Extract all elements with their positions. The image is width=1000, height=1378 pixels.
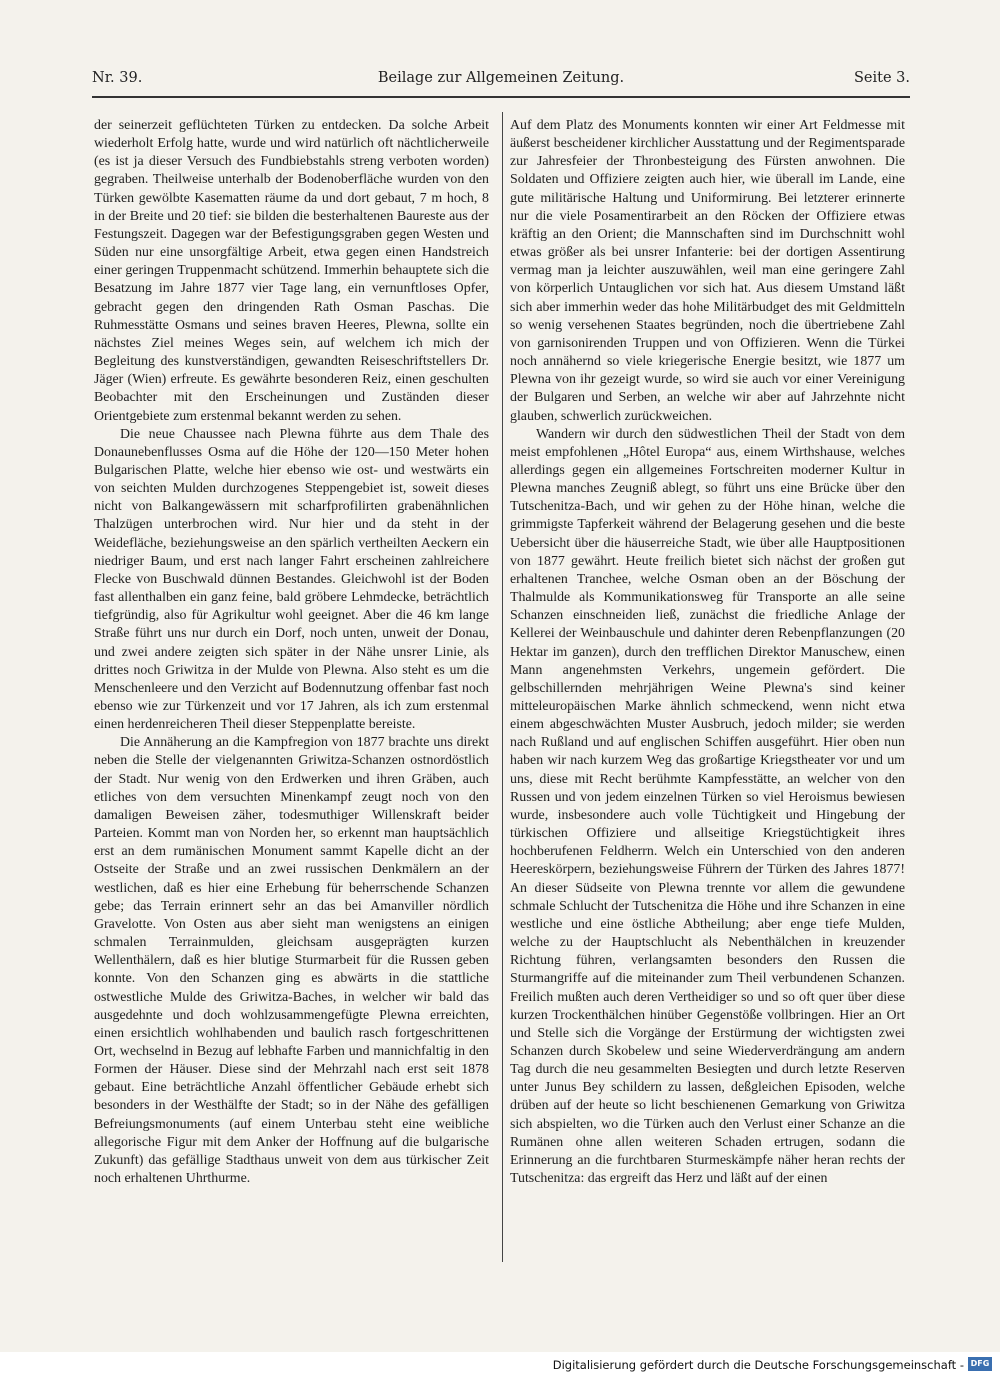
paragraph: der seinerzeit geflüchteten Türken zu entdecken. Da solche Arbeit wiederholt Erfolg hatte, wurde und wird natürlich oft nächtlicherweile (es ist ja dieser Versuch des Fundbiebstahls streng verboten worden) gegraben. Theilweise unterhalb der Bodenoberfläche wurden von den Türken gewölbte Kasematten räume da und dort gebaut, 7 m hoch, 8 in der Breite und 20 tief: sie bilden die besterhaltenen Baureste aus der Festungszeit. Dagegen war der Befestigungsgraben gegen Westen und Süden nur eine unsorgfältige Arbeit, etwa gegen einen Handstreich einer geringen Truppenmacht schützend. Immerhin behauptete sich die Besatzung im Jahre 1877 vier Tage lang, ein vernunftloses Opfer, gebracht gegen den dringenden Rath Osman Paschas. Die Ruhmesstätte Osmans und seines braven Heeres, Plewna, sollte ein nächstes Ziel meines Weges sein, auf welchem ich mich der Begleitung des kunstverständigen, gewandten Reiseschriftstellers Dr. Jäger (Wien) erfreute. Es gewährte besonderen Reiz, einen geschulten Beobachter mit den Erscheinungen und Zuständen dieser Orientgebiete zum erstenmal bekannt werden zu sehen. [94, 118, 489, 424]
issue-number: Nr. 39. [92, 70, 143, 86]
page-number: Seite 3. [853, 70, 910, 86]
left-column [94, 117, 489, 1267]
paragraph: Die Annäherung an die Kampfregion von 1877 brachte uns direkt neben die Stelle der vielgenannten Griwitza-Schanzen ostnordöstlich der Stadt. Nur wenig von den Erdwerken und ihren Gräben, auch etliches von dem versuchten Minenkampf zeugt noch von den damaligen Beweisen zäher, todesmuthiger Willenskraft beider Parteien. Kommt man von Norden her, so erkennt man hauptsächlich erst an dem rumänischen Monument sammt Kapelle dicht an der Ostseite der Straße und an zwei russischen Denkmälern an der westlichen, daß es hier eine Erhebung für beherrschende Schanzen gebe; das Terrain erinnert sehr an das bei Amanviller nördlich Gravelotte. Von Osten aus aber sieht man wenigstens an einigen schmalen Terrainmulden, gleichsam ausgeprägten kurzen Wellenthälern, daß es hier blutige Sturmarbeit für die Russen geben konnte. Von den Schanzen ging es abwärts in die stattliche ostwestliche Mulde des Griwitza-Baches, in welcher wir bald das ausgedehnte und doch wohlzusammengefügte Plewna erreichten, einen ersichtlich wohlhabenden und baulich rasch fortgeschrittenen Ort, wechselnd in Bezug auf lebhafte Farben und mannichfaltig in den Formen der Häuser. Diese sind der Mehrzahl nach erst seit 1878 gebaut. Eine beträchtliche Anzahl öffentlicher Gebäude erhebt sich besonders in der Westhälfte der Stadt; so in der Nähe des gefälligen Befreiungsmonuments (auf einem Unterbau steht eine weibliche allegorische Figur mit dem Anker der Hoffnung auf die bulgarische Zukunft) das gefällige Stadthaus unweit von dem aus türkischer Zeit noch erhaltenen Uhrthurme. [94, 735, 489, 1187]
page-header [92, 70, 910, 94]
paragraph: Wandern wir durch den südwestlichen Theil der Stadt von dem meist empfohlenen „Hôtel Europa“ aus, einem Wirthshause, welches allerdings gegen ein allgemeines Fortschreiten moderner Kultur in Plewna manches Zeugniß ablegt, so führt uns eine Brücke über den Tutschenitza-Bach, und wir gehen zu der Höhe hinan, welche die grimmigste Tapferkeit während der Belagerung gesehen und die beste Uebersicht über die häuserreiche Stadt, wie über alle Hauptpositionen von 1877 gewährt. Heute freilich bietet sich nächst der großen gut erhaltenen Tranchee, welche Osman oben an der Böschung der Thalmulde als Kommunikationsweg für Transporte an alle seine Schanzen einschneiden ließ, zunächst die friedliche Anlage der Kellerei der Weinbauschule und dahinter deren Rebenpflanzungen (20 Hektar im ganzen), durch den trefflichen Direktor Manuschew, einen Mann angenehmsten Verkehrs, ungemein gefördert. Die gelbschillernden mehrjährigen Weine Plewna's sind keiner mitteleuropäischen Marke ähnlich schmeckend, wenn nicht etwa einem abgeschwächten Muster Ausbruch, jedoch milder; sie werden nach Rußland und auf englischen Schiffen ausgeführt. Hier oben nun haben wir nach kurzem Weg das großartige Kriegstheater vor und um uns, diese mit Recht berühmte Kampfesstätte, an welcher von den Russen und von jedem einzelnen Türken so viel Heroismus bewiesen wurde, insbesondere auch volle Tüchtigkeit und Hingebung der türkischen Offiziere und allseitige Kriegstüchtigkeit ihres hochberufenen Feldherrn. Welch ein Unterschied von den anderen Heereskörpern, beziehungsweise Führern der Türken des Jahres 1877! An dieser Südseite von Plewna trennte vor allem die gewundene schmale Schlucht der Tutschenitza die Höhe und ihre Schanzen in eine westliche und eine östliche Abtheilung; aber enge tiefe Mulden, welche zu der Hauptschlucht als Nebenthälchen in kreuzender Richtung führen, verlangsamten besonders den Russen die Sturmangriffe auf die miteinander zum Theil verbundenen Schanzen. Freilich mußten auch deren Vertheidiger so und so oft quer über diese kurzen Trockenthälchen hinüber Gegenstöße vollbringen. Hier an Ort und Stelle sich die Vorgänge der Erstürmung der wichtigsten zwei Schanzen durch Skobelew und seine Wiederverdrängung am andern Tag durch die neu gesammelten Besiegten und durch letzte Reserven unter Junus Bey schildern zu lassen, deßgleichen Episoden, welche drüben auf der heute so licht beschienenen Gemarkung von Griwitza sich abspielten, wo die Türken auch den Verlust einer Schanze an die Rumänen ohne allen weiteren Schaden ertrugen, sodann die Erinnerung an die furchtbaren Sturmeskämpfe näher heran rechts der Tutschenitza: das ergreift das Herz und läßt auf der einen [510, 426, 905, 1187]
column-divider [502, 112, 503, 1262]
dfg-logo: DFG [968, 1357, 992, 1371]
header-rule [92, 96, 910, 98]
supplement-title: Beilage zur Allgemeinen Zeitung. [377, 70, 625, 86]
paragraph: Auf dem Platz des Monuments konnten wir einer Art Feldmesse mit äußerst bescheidener kirchlicher Ausstattung und der Regimentsparade zur Jahresfeier der Thronbesteigung des Fürsten anwohnen. Die Soldaten und Offiziere zeigten auch hier, wie überall im Lande, eine gute militärische Haltung und Uniformirung. Bei letzterer erinnerte nur die viele Posamentirarbeit an den Röcken der Offiziere etwas kräftig an den Orient; die Mannschaften sind im Durchschnitt wohl etwas größer als bei unsrer Infanterie: bei der dortigen Assentirung vermag man ja leichter auszuwählen, weil man eine geringere Zahl von körperlich Untauglichen vor sich hat. Aus diesem Umstand läßt sich aber immerhin weder das hohe Militärbudget des mit Geldmitteln so wenig versehenen Staates begründen, noch die übertriebene Zahl von garnisonirenden Truppen und von Offizieren. Wenn die Türkei noch annähernd so viele kriegerische Energie besitzt, wie 1877 um Plewna von ihr gezeigt wurde, so wird sie auch vor einer Vereinigung der Bulgaren und Serben, an welche wir aber auf Jahrzehnte nicht glauben, schwerlich zurückweichen. [510, 118, 905, 424]
right-column [510, 117, 905, 1267]
paragraph: Die neue Chaussee nach Plewna führte aus dem Thale des Donaunebenflusses Osma auf die Höhe der 120—150 Meter hohen Bulgarischen Platte, welche hier ebenso wie ost- und westwärts ein von seichten Mulden durchzogenes Steppengebiet ist, soweit dieses nicht von Balkangewässern mit scharfprofilirten grabenähnlichen Thalzügen unterbrochen wird. Nur hier und da steht in der Weidefläche, beziehungsweise an den spärlich vertheilten Aeckern ein niedriger Baum, und erst nach langer Fahrt erscheinen zahlreichere Flecke von Buschwald dünnen Bestandes. Gleichwohl ist der Boden fast allenthalben ein ganz feine, bald gröbere Lehmdecke, beträchtlich tiefgründig, also für Agrikultur wohl geeignet. Aber die 46 km lange Straße führt uns nur durch ein Dorf, noch unten, unweit der Donau, und zwei andere zeigten sich später in der Nähe unsrer Linie, als drittes noch Griwitza in der Mulde von Plewna. Also steht es um die Menschenleere und den Verzicht auf Bodennutzung offenbar fast noch ebenso wie zur Türkenzeit und vor 17 Jahren, als ich zum erstenmal einen herdenreicheren Theil dieser Steppenplatte bereiste. [94, 426, 489, 733]
footer-bar [0, 1352, 1000, 1378]
funding-credit: Digitalisierung gefördert durch die Deutsche Forschungsgemeinschaft - [552, 1358, 964, 1372]
